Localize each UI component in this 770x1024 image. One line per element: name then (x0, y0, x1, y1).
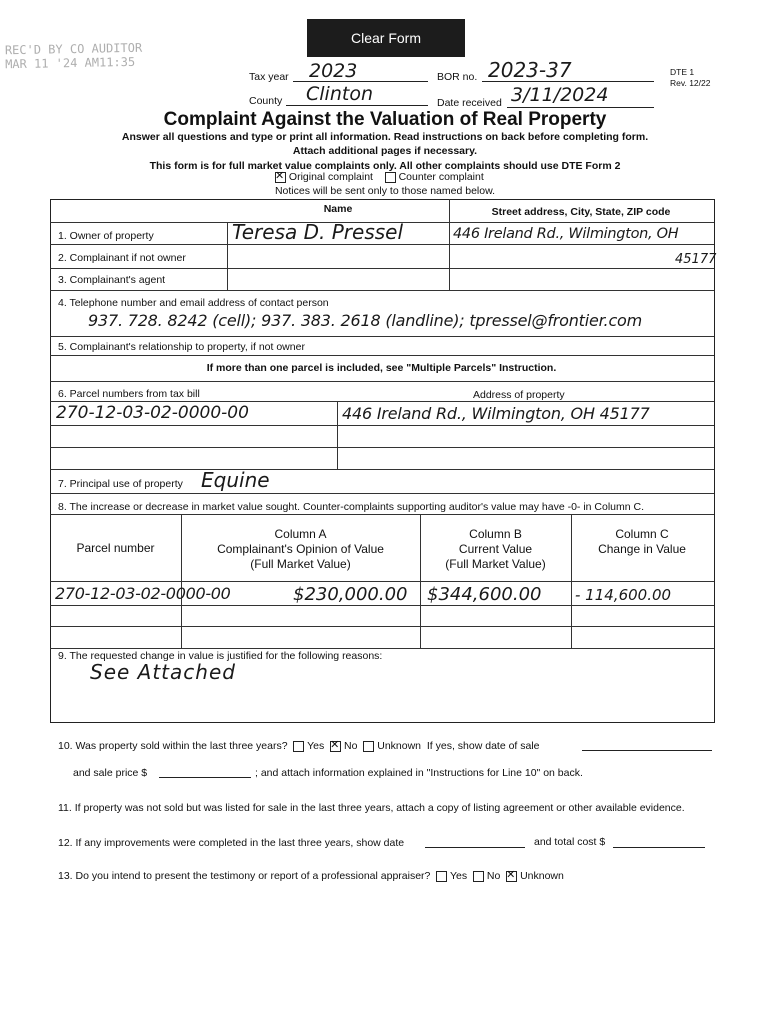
q10-no-label: No (344, 740, 358, 752)
tax-year-field[interactable]: 2023 (293, 60, 428, 82)
tax-year-label: Tax year (249, 71, 289, 83)
q13-no-checkbox[interactable] (473, 871, 484, 882)
q10-yes-checkbox[interactable] (293, 741, 304, 752)
original-complaint-label: Original complaint (288, 171, 373, 183)
instructions-line-2: Attach additional pages if necessary. (292, 145, 478, 157)
parcel-numbers-label: 6. Parcel numbers from tax bill (58, 388, 200, 400)
complainant-label: 2. Complainant if not owner (58, 252, 186, 264)
col-c-header (571, 527, 713, 557)
q12-cost-field[interactable] (613, 846, 705, 848)
multiple-parcels-note: If more than one parcel is included, see "Multiple Parcels" Instruction. (206, 362, 557, 374)
county-label: County (249, 95, 283, 107)
agent-label: 3. Complainant's agent (58, 274, 166, 286)
col-a-title: Column A (274, 527, 327, 541)
q10-yes-label: Yes (307, 740, 325, 752)
q12-text: 12. If any improvements were completed in the last three years, show date (58, 837, 405, 849)
contact-value[interactable]: 937. 728. 8242 (cell); 937. 383. 2618 (landline); tpressel@frontier.com (88, 311, 643, 330)
q10-row (58, 740, 540, 752)
clear-form-button[interactable]: Clear Form (307, 19, 465, 57)
form-revision: Rev. 12/22 (670, 78, 711, 88)
q12-date-field[interactable] (425, 846, 525, 848)
q10-attach-note: ; and attach information explained in "Instructions for Line 10" on back. (255, 767, 583, 779)
q13-row (58, 870, 564, 882)
col-c-title: Column C (615, 527, 669, 541)
contact-label: 4. Telephone number and email address of contact person (58, 297, 329, 309)
property-address-1[interactable]: 446 Ireland Rd., Wilmington, OH 45177 (342, 404, 650, 423)
q10-no-checkbox[interactable] (330, 741, 341, 752)
col-a-note: (Full Market Value) (250, 557, 351, 571)
complaint-type (275, 171, 484, 183)
form-code (670, 67, 710, 89)
stamp-line-1: REC'D BY CO AUDITOR (4, 40, 143, 58)
parcel-number-1[interactable]: 270-12-03-02-0000-00 (56, 403, 249, 423)
q12-cost-label: and total cost $ (534, 836, 606, 848)
q10-tail: If yes, show date of sale (426, 740, 540, 752)
date-received-field[interactable]: 3/11/2024 (507, 84, 654, 108)
q13-yes-label: Yes (449, 870, 468, 882)
instructions-line-3: This form is for full market value complaints only. All other complaints should use DTE Form 2 (149, 160, 621, 172)
s8-column-c-value[interactable]: - 114,600.00 (575, 586, 672, 604)
principal-use-value[interactable]: Equine (201, 468, 270, 492)
q13-no-label: No (486, 870, 501, 882)
agent-name-field[interactable] (230, 271, 445, 288)
section-9-label: 9. The requested change in value is justified for the following reasons: (58, 650, 383, 662)
col-a-header (181, 527, 420, 572)
col-b-note: (Full Market Value) (445, 557, 546, 571)
instructions-line-1: Answer all questions and type or print all information. Read instructions on back before completing form. (121, 131, 649, 143)
q11-text: 11. If property was not sold but was listed for sale in the last three years, attach a copy of listing agreement or other available evidence. (58, 802, 685, 814)
stamp-line-2: MAR 11 '24 AM11:35 (5, 54, 136, 72)
q13-unknown-checkbox[interactable] (506, 871, 517, 882)
property-address-header: Address of property (473, 389, 565, 401)
q13-unknown-label: Unknown (520, 870, 564, 882)
date-received-label: Date received (437, 97, 502, 109)
counter-complaint-checkbox[interactable] (385, 172, 396, 183)
owner-name[interactable]: Teresa D. Pressel (232, 220, 404, 244)
notice-text: Notices will be sent only to those named below. (274, 185, 496, 197)
s8-parcel-number[interactable]: 270-12-03-02-0000-00 (55, 584, 231, 603)
owner-label: 1. Owner of property (58, 230, 154, 242)
q13-yes-checkbox[interactable] (436, 871, 447, 882)
original-complaint-checkbox[interactable] (275, 172, 286, 183)
form-title: Complaint Against the Valuation of Real Property (163, 109, 607, 130)
q10-sale-date-field[interactable] (582, 749, 712, 751)
s8-column-b-value[interactable]: $344,600.00 (427, 584, 542, 605)
s8-column-a-value[interactable]: $230,000.00 (293, 584, 408, 605)
col-c-desc: Change in Value (598, 542, 686, 556)
county-field[interactable]: Clinton (286, 83, 428, 106)
owner-zip: 45177 (675, 252, 717, 267)
col-b-desc: Current Value (458, 542, 533, 556)
col-parcel-header: Parcel number (76, 541, 155, 555)
col-b-header (420, 527, 571, 572)
q10-unknown-label: Unknown (377, 740, 422, 752)
q10-unknown-checkbox[interactable] (363, 741, 374, 752)
q10-sale-price-label: and sale price $ (73, 767, 148, 779)
owner-address[interactable]: 446 Ireland Rd., Wilmington, OH (453, 226, 679, 242)
q10-sale-price-field[interactable] (159, 776, 251, 778)
received-stamp (5, 41, 143, 71)
principal-use-label: 7. Principal use of property (58, 478, 183, 490)
col-b-title: Column B (469, 527, 522, 541)
section-8-label: 8. The increase or decrease in market value sought. Counter-complaints supporting auditor's value may have -0- in Column C. (58, 501, 645, 513)
counter-complaint-label: Counter complaint (398, 171, 484, 183)
section-9-reasons[interactable]: See Attached (90, 660, 236, 684)
q13-text: 13. Do you intend to present the testimony or report of a professional appraiser? (58, 870, 431, 882)
relationship-label: 5. Complainant's relationship to property, if not owner (58, 341, 305, 353)
complainant-name-field[interactable] (230, 247, 445, 265)
name-header: Name (323, 203, 353, 215)
q10-text: 10. Was property sold within the last three years? (58, 740, 288, 752)
bor-label: BOR no. (437, 71, 478, 83)
form-code-text: DTE 1 (670, 67, 695, 77)
bor-number-field[interactable]: 2023-37 (482, 58, 654, 82)
address-header: Street address, City, State, ZIP code (491, 206, 671, 218)
col-a-desc: Complainant's Opinion of Value (217, 542, 384, 556)
